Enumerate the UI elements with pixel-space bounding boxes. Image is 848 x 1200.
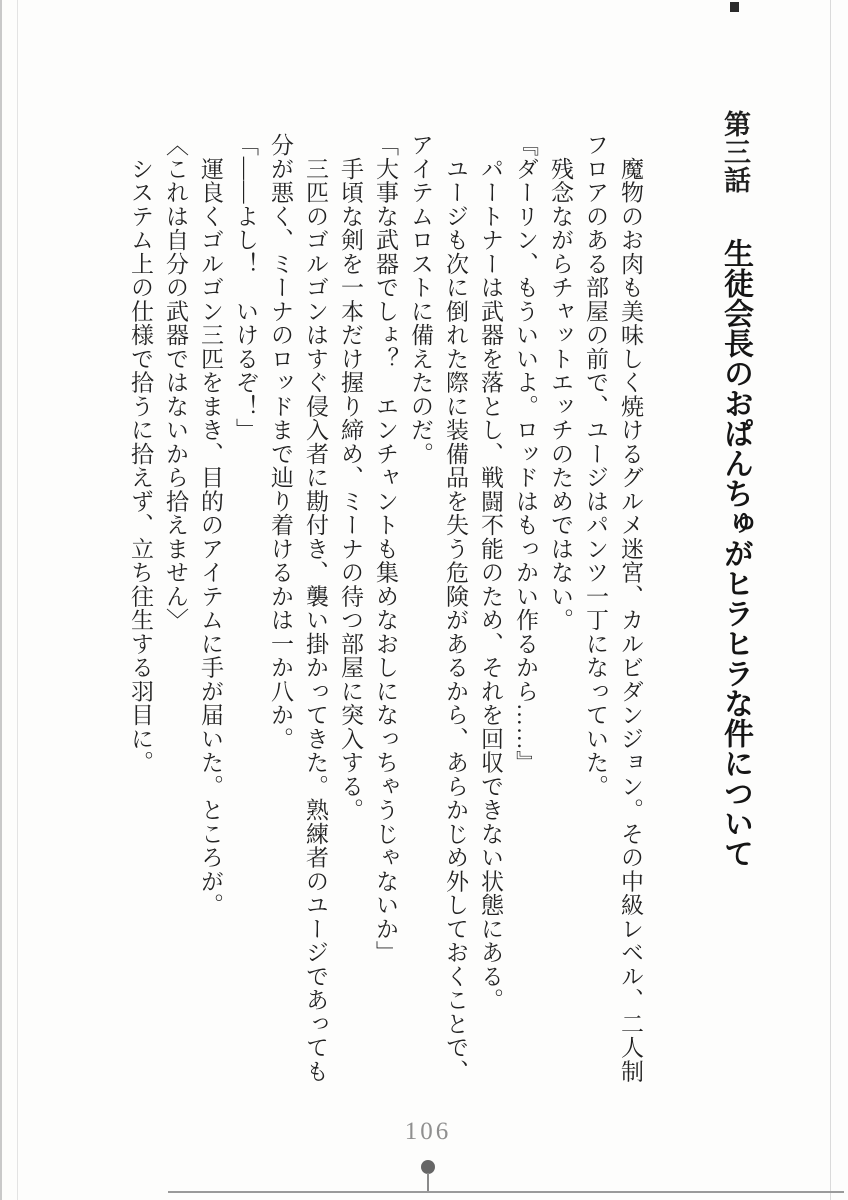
- paragraph: 三匹のゴルゴンはすぐ侵入者に勘付き、襲い掛かってきた。熟練者のユージであっても分が悪く、ミーナのロッドまで辿り着けるかは一か八か。: [268, 133, 328, 1083]
- paragraph: 残念ながらチャットエッチのためではない。: [548, 133, 573, 632]
- scan-edge-left-line: [17, 0, 18, 1200]
- registration-tick-line: [427, 1173, 429, 1192]
- paragraph: 魔物のお肉も美味しく焼けるグルメ迷宮、カルビダンジョン。その中級レベル、二人制フロアのある部屋の前で、ユージはパンツ一丁になっていた。: [583, 133, 643, 1083]
- paragraph: 『ダーリン、もういいよ。ロッドはもっかい作るから……』: [513, 133, 538, 775]
- paragraph: 〈これは自分の武器ではないから拾えません〉: [163, 133, 188, 632]
- vertical-text-block: [123, 110, 776, 1090]
- registration-dot-mark: [421, 1160, 435, 1174]
- paragraph: パートナーは武器を落とし、戦闘不能のため、それを回収できない状態にある。: [478, 133, 503, 1012]
- scan-corner-mark: [730, 2, 739, 12]
- chapter-heading: [694, 110, 776, 1090]
- scan-edge-right-line: [830, 0, 831, 1200]
- chapter-title: 生徒会長のおぱんちゅがヒラヒラな件について: [719, 238, 752, 868]
- bottom-trim-line: [168, 1191, 844, 1193]
- paragraph: 運良くゴルゴン三匹をまき、目的のアイテムに手が届いた。ところが。: [198, 133, 223, 917]
- page-number: 106: [404, 1118, 452, 1145]
- paragraph: ユージも次に倒れた際に装備品を失う危険があるから、あらかじめ外しておくことで、アイテムロストに備えたのだ。: [408, 133, 468, 1083]
- chapter-number-label: 第三話: [720, 110, 750, 194]
- paragraph: 手頃な剣を一本だけ握り締め、ミーナの待つ部屋に突入する。: [338, 133, 363, 822]
- body-text: [123, 133, 648, 1085]
- paragraph: システム上の仕様で拾うに拾えず、立ち往生する羽目に。: [128, 133, 153, 775]
- paragraph: 「――よし！ いけるぞ！」: [233, 133, 258, 442]
- scan-edge-left-band: [0, 0, 2, 1200]
- paragraph: 「大事な武器でしょ？ エンチャントも集めなおしになっちゃうじゃないか」: [373, 133, 398, 965]
